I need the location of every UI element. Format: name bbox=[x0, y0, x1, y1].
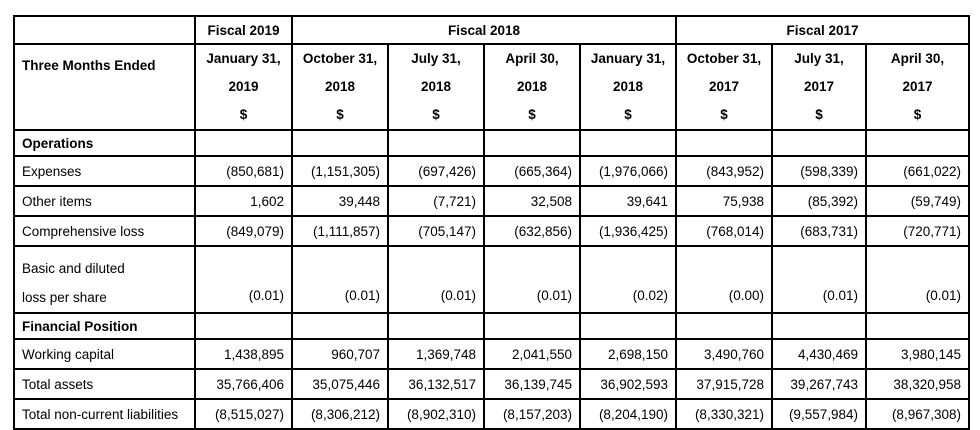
fiscal-group-header: Fiscal 2019 bbox=[195, 16, 292, 44]
value-cell bbox=[772, 130, 866, 156]
value-cell bbox=[388, 130, 484, 156]
value-cell: 32,508 bbox=[484, 186, 580, 216]
column-header-currency: $ bbox=[720, 107, 728, 122]
row-label bbox=[14, 156, 195, 186]
value-cell: 4,430,469 bbox=[772, 339, 866, 369]
column-header-date: April 30, bbox=[890, 51, 945, 66]
value-cell: (598,339) bbox=[772, 156, 866, 186]
value-cell: (0.01) bbox=[388, 246, 484, 313]
table-row bbox=[14, 313, 969, 339]
value-cell: (0.01) bbox=[866, 246, 969, 313]
row-label bbox=[14, 186, 195, 216]
fiscal-group-header: Fiscal 2017 bbox=[676, 16, 969, 44]
value-cell: 75,938 bbox=[676, 186, 772, 216]
row-label bbox=[14, 216, 195, 246]
value-cell: (1,936,425) bbox=[580, 216, 676, 246]
column-header-row bbox=[14, 44, 969, 130]
value-cell: (720,771) bbox=[866, 216, 969, 246]
value-cell: 960,707 bbox=[292, 339, 388, 369]
column-header bbox=[676, 44, 772, 130]
column-header bbox=[580, 44, 676, 130]
column-header-date: October 31, bbox=[686, 51, 762, 66]
row-label bbox=[14, 369, 195, 399]
column-header bbox=[484, 44, 580, 130]
column-header-year: 2019 bbox=[228, 79, 259, 94]
value-cell bbox=[195, 313, 292, 339]
value-cell: 3,490,760 bbox=[676, 339, 772, 369]
value-cell: (8,157,203) bbox=[484, 399, 580, 429]
column-header-currency: $ bbox=[913, 107, 922, 122]
value-cell: 36,139,745 bbox=[484, 369, 580, 399]
value-cell bbox=[676, 313, 772, 339]
value-cell: (697,426) bbox=[388, 156, 484, 186]
three-months-ended-label: Three Months Ended bbox=[14, 44, 195, 130]
fiscal-group-header: Fiscal 2018 bbox=[292, 16, 676, 44]
table-row bbox=[14, 130, 969, 156]
table-body bbox=[14, 130, 969, 429]
row-label-line: Expenses bbox=[22, 163, 82, 179]
value-cell: (665,364) bbox=[484, 156, 580, 186]
column-header-year: 2018 bbox=[324, 79, 356, 94]
value-cell: 2,041,550 bbox=[484, 339, 580, 369]
value-cell bbox=[484, 130, 580, 156]
value-cell: 37,915,728 bbox=[676, 369, 772, 399]
value-cell: (8,330,321) bbox=[676, 399, 772, 429]
value-cell bbox=[388, 313, 484, 339]
value-cell: 39,641 bbox=[580, 186, 676, 216]
value-cell: (7,721) bbox=[388, 186, 484, 216]
column-header-currency: $ bbox=[432, 107, 440, 122]
column-header-date: July 31, bbox=[411, 51, 461, 66]
column-header bbox=[866, 44, 969, 130]
table-row bbox=[14, 216, 969, 246]
table-row bbox=[14, 246, 969, 313]
value-cell: (1,976,066) bbox=[580, 156, 676, 186]
value-cell: 1,438,895 bbox=[195, 339, 292, 369]
value-cell: 1,369,748 bbox=[388, 339, 484, 369]
row-label-line: Other items bbox=[22, 193, 92, 209]
row-label bbox=[14, 130, 195, 156]
column-header-year: 2017 bbox=[708, 79, 740, 94]
row-label-line: loss per share bbox=[22, 290, 107, 305]
value-cell: (843,952) bbox=[676, 156, 772, 186]
value-cell: (705,147) bbox=[388, 216, 484, 246]
column-header bbox=[292, 44, 388, 130]
column-header bbox=[195, 44, 292, 130]
row-label bbox=[14, 246, 195, 313]
column-header-year: 2018 bbox=[420, 79, 452, 94]
value-cell: (8,902,310) bbox=[388, 399, 484, 429]
value-cell: (59,749) bbox=[866, 186, 969, 216]
table-row bbox=[14, 186, 969, 216]
quarterly-financials-table bbox=[13, 15, 970, 430]
value-cell bbox=[866, 130, 969, 156]
column-header bbox=[772, 44, 866, 130]
column-header bbox=[388, 44, 484, 130]
value-cell: 2,698,150 bbox=[580, 339, 676, 369]
column-header-date: October 31, bbox=[302, 51, 378, 66]
table-row bbox=[14, 369, 969, 399]
row-label-line: Working capital bbox=[22, 346, 115, 362]
column-header-year: 2017 bbox=[803, 79, 835, 94]
column-header-currency: $ bbox=[336, 107, 344, 122]
value-cell: (661,022) bbox=[866, 156, 969, 186]
row-label-line: Total non-current liabilities bbox=[22, 406, 179, 422]
row-label-line: Financial Position bbox=[22, 318, 138, 334]
value-cell bbox=[676, 130, 772, 156]
value-cell: (768,014) bbox=[676, 216, 772, 246]
value-cell: (9,557,984) bbox=[772, 399, 866, 429]
table-row bbox=[14, 339, 969, 369]
column-header-year: 2018 bbox=[516, 79, 548, 94]
value-cell: (0.01) bbox=[292, 246, 388, 313]
row-label-line: Operations bbox=[22, 135, 94, 151]
value-cell bbox=[484, 313, 580, 339]
value-cell: 35,766,406 bbox=[195, 369, 292, 399]
value-cell bbox=[292, 313, 388, 339]
value-cell: 39,267,743 bbox=[772, 369, 866, 399]
fiscal-group-row bbox=[14, 16, 969, 44]
value-cell: (85,392) bbox=[772, 186, 866, 216]
column-header-date: July 31, bbox=[794, 51, 844, 66]
value-cell: 38,320,958 bbox=[866, 369, 969, 399]
row-label-line: Basic and diluted bbox=[22, 261, 125, 276]
value-cell: (683,731) bbox=[772, 216, 866, 246]
row-label-line: Total assets bbox=[22, 376, 94, 392]
value-cell bbox=[580, 130, 676, 156]
row-label bbox=[14, 339, 195, 369]
value-cell: 35,075,446 bbox=[292, 369, 388, 399]
column-header-date: January 31, bbox=[590, 51, 666, 66]
value-cell: (850,681) bbox=[195, 156, 292, 186]
row-label bbox=[14, 399, 195, 429]
value-cell bbox=[580, 313, 676, 339]
row-label-line: Comprehensive loss bbox=[22, 223, 145, 239]
value-cell: (8,515,027) bbox=[195, 399, 292, 429]
column-header-year: 2017 bbox=[902, 79, 933, 94]
value-cell: (0.02) bbox=[580, 246, 676, 313]
column-header-currency: $ bbox=[624, 107, 632, 122]
value-cell: 39,448 bbox=[292, 186, 388, 216]
value-cell: (632,856) bbox=[484, 216, 580, 246]
corner-cell bbox=[14, 16, 195, 44]
column-header-currency: $ bbox=[528, 107, 536, 122]
column-header-year: 2018 bbox=[612, 79, 644, 94]
quarterly-financials-table-wrap bbox=[13, 15, 970, 430]
value-cell: (1,111,857) bbox=[292, 216, 388, 246]
row-label bbox=[14, 313, 195, 339]
value-cell: (1,151,305) bbox=[292, 156, 388, 186]
value-cell: (0.01) bbox=[772, 246, 866, 313]
value-cell: (8,204,190) bbox=[580, 399, 676, 429]
column-header-date: April 30, bbox=[505, 51, 559, 66]
value-cell: (0.01) bbox=[195, 246, 292, 313]
value-cell: 36,902,593 bbox=[580, 369, 676, 399]
value-cell: 3,980,145 bbox=[866, 339, 969, 369]
value-cell: (8,967,308) bbox=[866, 399, 969, 429]
value-cell: (0.01) bbox=[484, 246, 580, 313]
column-header-currency: $ bbox=[815, 107, 823, 122]
value-cell: 1,602 bbox=[195, 186, 292, 216]
table-row bbox=[14, 399, 969, 429]
value-cell bbox=[772, 313, 866, 339]
value-cell: (0.00) bbox=[676, 246, 772, 313]
value-cell bbox=[292, 130, 388, 156]
value-cell bbox=[195, 130, 292, 156]
value-cell: (849,079) bbox=[195, 216, 292, 246]
column-header-currency: $ bbox=[239, 107, 248, 122]
table-row bbox=[14, 156, 969, 186]
value-cell: (8,306,212) bbox=[292, 399, 388, 429]
column-header-date: January 31, bbox=[206, 51, 281, 66]
value-cell bbox=[866, 313, 969, 339]
table-header bbox=[14, 16, 969, 130]
value-cell: 36,132,517 bbox=[388, 369, 484, 399]
